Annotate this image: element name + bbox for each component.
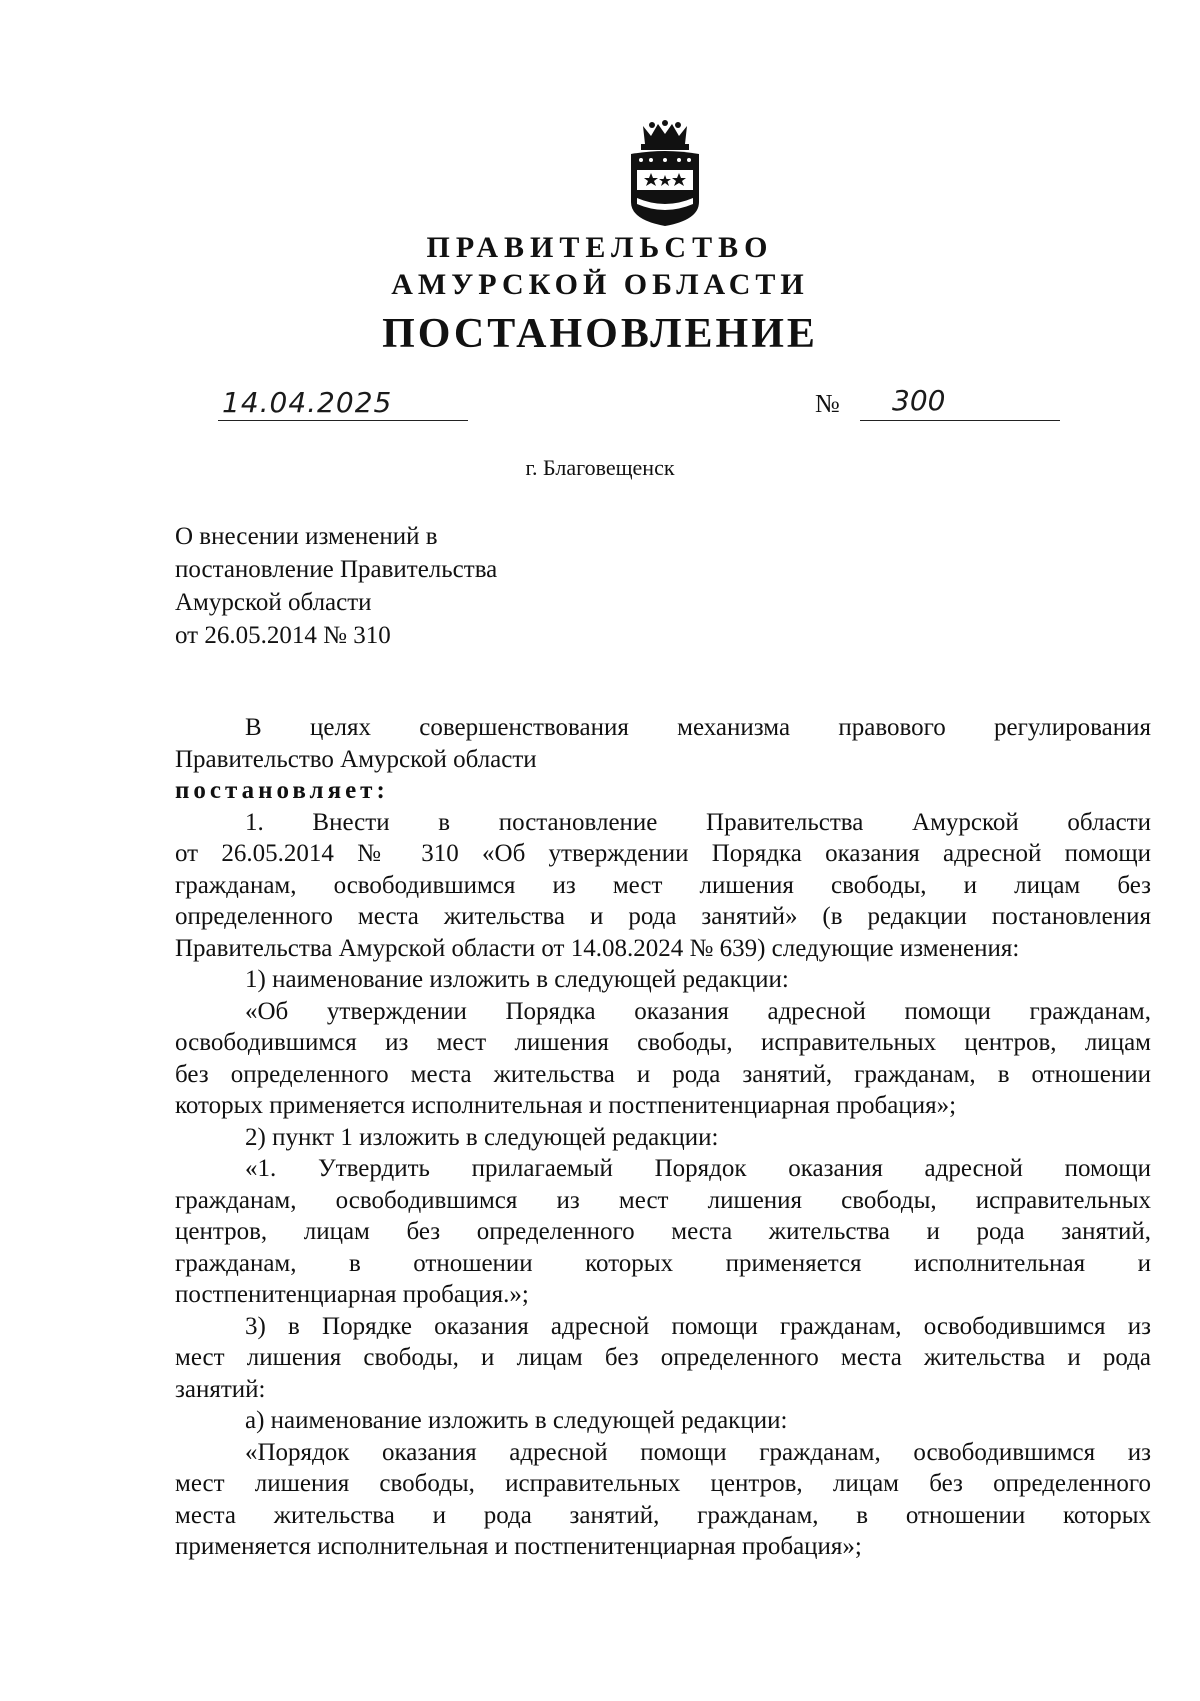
body-line: от 26.05.2014 № 310 «Об утверждении Порядка оказания адресной помощи	[175, 840, 1151, 867]
body-line: 1. Внести в постановление Правительства Амурской области	[245, 808, 1151, 836]
body-line: гражданам, в отношении которых применяется исполнительная и	[175, 1249, 1151, 1277]
body-line: а) наименование изложить в следующей редакции:	[245, 1407, 788, 1434]
coat-of-arms-emblem	[621, 120, 709, 228]
body-line: мест лишения свободы, и лицам без определенного места жительства и рода	[175, 1344, 1151, 1371]
government-title-line1: ПРАВИТЕЛЬСТВО	[426, 231, 774, 264]
city-line: г. Благовещенск	[525, 455, 675, 480]
body-line: Правительства Амурской области от 14.08.2024 № 639) следующие изменения:	[175, 934, 1020, 962]
body-line: В целях совершенствования механизма правового регулирования	[245, 714, 1151, 741]
body-line: применяется исполнительная и постпенитенциарная пробация»;	[175, 1533, 862, 1560]
body-line: «Порядок оказания адресной помощи гражданам, освободившимся из	[245, 1438, 1151, 1466]
body-line: занятий:	[175, 1375, 266, 1403]
subject-line: постановление Правительства	[175, 556, 498, 583]
body-line: 2) пункт 1 изложить в следующей редакции:	[245, 1123, 719, 1151]
subject-block	[175, 520, 497, 652]
body-line: «Об утверждении Порядка оказания адресной помощи гражданам,	[245, 997, 1151, 1025]
body-line: места жительства и рода занятий, гражданам, в отношении которых	[175, 1501, 1151, 1529]
document-number: 300	[892, 384, 946, 417]
body-line: мест лишения свободы, исправительных центров, лицам без определенного	[175, 1470, 1151, 1497]
subject-line: Амурской области	[175, 589, 372, 616]
body-line: центров, лицам без определенного места жительства и рода занятий,	[175, 1218, 1151, 1245]
body-line: гражданам, освободившимся из мест лишения свободы, и лицам без	[175, 871, 1151, 899]
body-line: освободившимся из мест лишения свободы, исправительных центров, лицам	[175, 1029, 1151, 1056]
body-line: «1. Утвердить прилагаемый Порядок оказания адресной помощи	[245, 1155, 1151, 1182]
document-date: 14.04.2025	[222, 386, 393, 419]
body-line: 3) в Порядке оказания адресной помощи гражданам, освободившимся из	[245, 1312, 1151, 1340]
body-line: постпенитенциарная пробация.»;	[175, 1281, 529, 1308]
body-line: Правительство Амурской области	[175, 745, 537, 773]
body-line: определенного места жительства и рода занятий» (в редакции постановления	[175, 903, 1151, 930]
subject-line: от 26.05.2014 № 310	[175, 622, 391, 649]
government-title-line2: АМУРСКОЙ ОБЛАСТИ	[391, 268, 809, 301]
number-label: №	[815, 389, 840, 418]
body-line: без определенного места жительства и рода занятий, гражданам, в отношении	[175, 1060, 1151, 1088]
document-type-title: ПОСТАНОВЛЕНИЕ	[382, 311, 818, 357]
body-line: которых применяется исполнительная и постпенитенциарная пробация»;	[175, 1092, 957, 1119]
date-underline	[218, 420, 468, 421]
resolves-word: постановляет:	[175, 777, 389, 804]
body-line: гражданам, освободившимся из мест лишения свободы, исправительных	[175, 1186, 1151, 1214]
body-line: 1) наименование изложить в следующей редакции:	[245, 966, 789, 993]
number-underline	[860, 420, 1060, 421]
document-body	[175, 712, 1151, 1563]
subject-line: О внесении изменений в	[175, 523, 438, 550]
